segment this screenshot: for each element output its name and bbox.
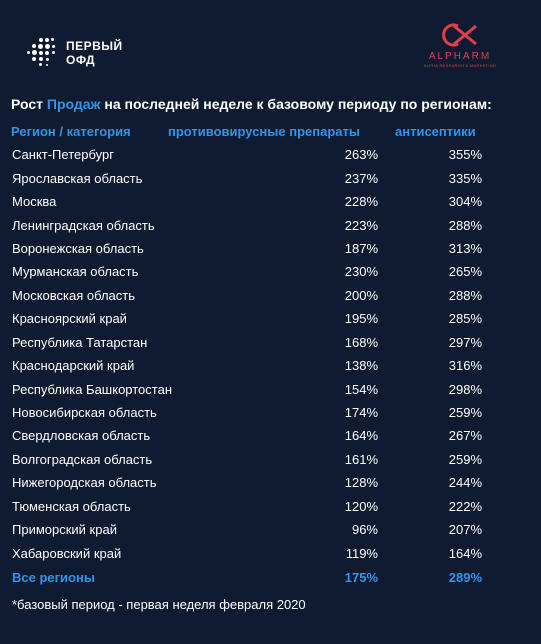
antiseptic-value: 244% [448,475,482,491]
table-row [12,541,482,564]
table-title [11,96,492,112]
regions-table [12,143,482,591]
region-name: Ярославская область [12,170,143,186]
antiseptic-value: 164% [448,545,482,561]
antiseptic-value: 222% [448,498,482,514]
antiviral-value: 223% [344,217,378,233]
antiseptic-value: 335% [448,170,482,186]
title-highlight: Продаж [46,96,101,112]
antiseptic-value: 285% [448,311,482,327]
antiviral-value: 120% [344,498,378,514]
table-row [12,284,482,307]
region-name: Волгоградская область [12,451,153,467]
antiseptic-value: 298% [448,381,482,397]
table-row [12,237,482,260]
footnote: *базовый период - первая неделя февраля 2020 [12,597,306,612]
region-name: Тюменская область [12,498,131,514]
regions-table-body [12,143,482,591]
title-part1: Рост [11,96,47,112]
alpharm-mark-icon [432,22,488,48]
region-name: Краснодарский край [12,358,135,374]
ofd-logo-line2: ОФД [66,53,96,67]
region-name: Свердловская область [12,428,151,444]
antiviral-value: 200% [344,287,378,303]
antiviral-value: 154% [344,381,378,397]
antiseptic-value: 313% [448,240,482,256]
header-region: Регион / категория [11,124,131,139]
region-name: Новосибирская область [12,405,157,421]
region-name: Мурманская область [12,264,139,280]
antiseptic-value: 289% [448,570,482,586]
antiseptic-value: 355% [448,147,482,163]
antiviral-value: 263% [344,147,378,163]
table-row [12,331,482,354]
table-row [12,377,482,400]
region-name: Хабаровский край [12,545,122,561]
header-antiviral: противовирусные препараты [168,124,360,139]
table-row [12,307,482,330]
ofd-dots-icon [26,36,60,70]
region-name: Приморский край [12,522,117,538]
table-row [12,424,482,447]
region-name: Санкт-Петербург [12,147,114,163]
alpharm-name: ALPHARM [428,51,492,62]
antiseptic-value: 267% [448,428,482,444]
table-row [12,213,482,236]
table-row [12,471,482,494]
antiviral-value: 96% [351,522,378,538]
antiseptic-value: 207% [448,522,482,538]
antiseptic-value: 304% [448,194,482,210]
header-antiseptics: антисептики [395,124,476,139]
alpharm-logo [414,22,506,68]
antiviral-value: 187% [344,240,378,256]
antiseptic-value: 288% [448,217,482,233]
region-name: Республика Башкортостан [12,381,172,397]
region-name: Ленинградская область [12,217,155,233]
table-row [12,448,482,471]
antiviral-value: 164% [344,428,378,444]
antiviral-value: 174% [344,405,378,421]
region-name: Московская область [12,287,136,303]
antiseptic-value: 316% [448,358,482,374]
antiviral-value: 168% [344,334,378,350]
title-part2: на последней неделе к базовому периоду по регионам: [100,96,492,112]
antiviral-value: 138% [344,358,378,374]
total-row [12,565,482,591]
table-row [12,260,482,283]
table-row [12,143,482,166]
antiseptic-value: 259% [448,451,482,467]
antiviral-value: 230% [344,264,378,280]
antiseptic-value: 288% [448,287,482,303]
ofd-logo-line1: ПЕРВЫЙ [66,39,123,53]
region-name: Все регионы [12,570,95,586]
table-row [12,166,482,189]
antiviral-value: 119% [345,545,378,561]
region-name: Республика Татарстан [12,334,148,350]
antiviral-value: 228% [344,194,378,210]
table-row [12,190,482,213]
table-row [12,495,482,518]
pervyi-ofd-logo [26,36,123,70]
region-name: Воронежская область [12,240,144,256]
antiseptic-value: 297% [448,334,482,350]
region-name: Нижегородская область [12,475,157,491]
table-row [12,518,482,541]
antiviral-value: 175% [344,570,378,586]
region-name: Москва [12,194,57,210]
antiseptic-value: 259% [448,405,482,421]
region-name: Красноярский край [12,311,127,327]
antiviral-value: 128% [344,475,378,491]
antiviral-value: 195% [344,311,378,327]
table-row [12,401,482,424]
antiviral-value: 237% [344,170,378,186]
antiviral-value: 161% [344,451,378,467]
antiseptic-value: 265% [448,264,482,280]
table-row [12,354,482,377]
alpharm-tagline: ALPHA RESEARCH & MARKETING [423,63,497,68]
